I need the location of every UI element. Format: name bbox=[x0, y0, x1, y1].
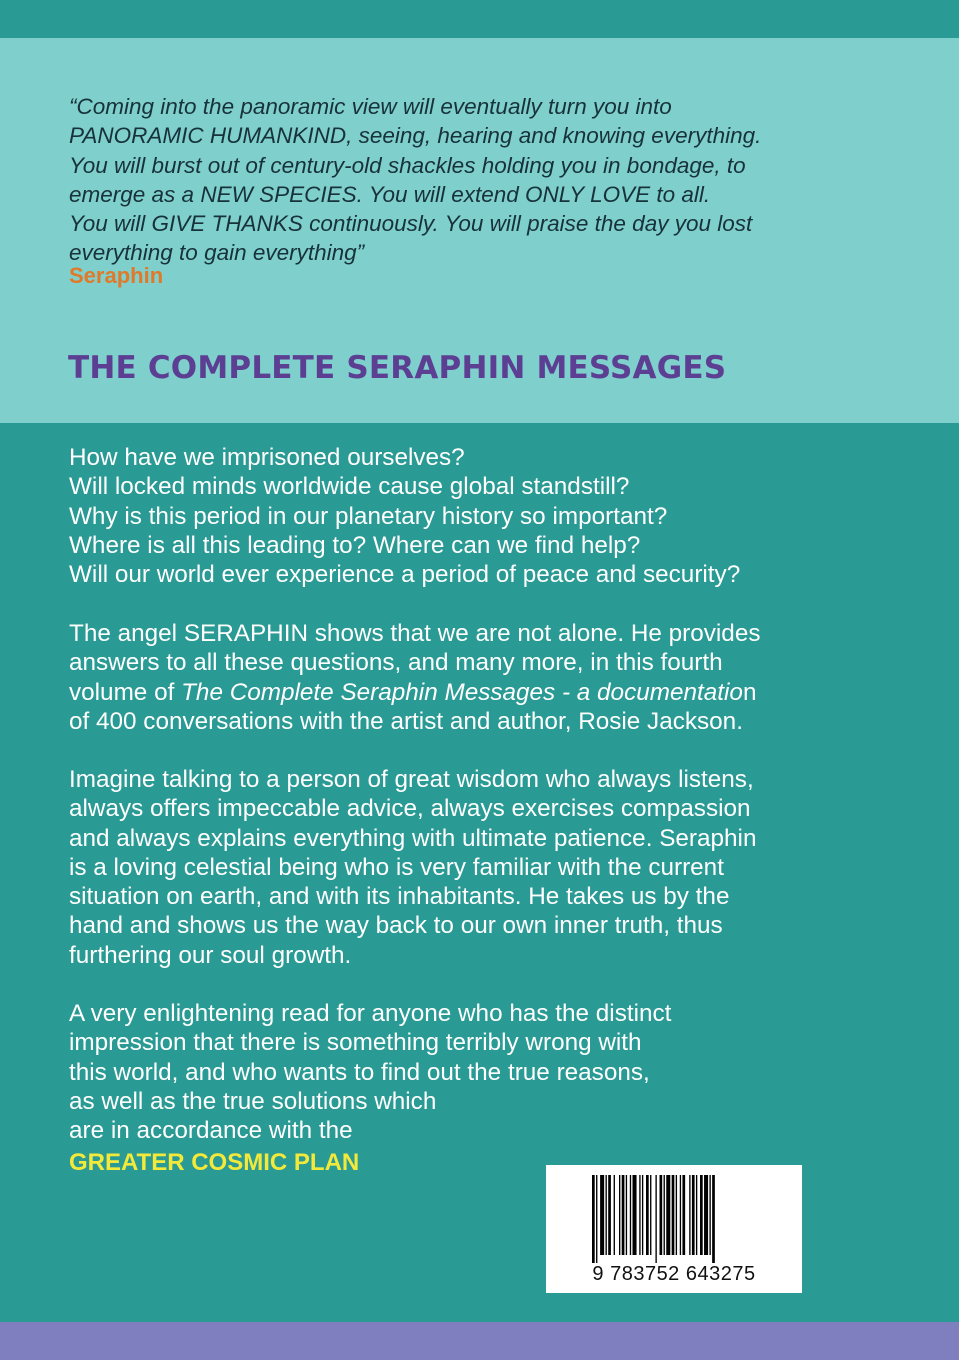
cosmic-plan-highlight: GREATER COSMIC PLAN bbox=[69, 1149, 360, 1176]
intro-book-title: The Complete Seraphin Messages - a documentatio bbox=[181, 678, 743, 706]
book-title: THE COMPLETE SERAPHIN MESSAGES bbox=[68, 350, 727, 386]
intro-text-start: The angel SERAPHIN shows that we are not alone. He provides answers to all these questions, and many more, in this fourth volume of bbox=[69, 620, 761, 706]
isbn-barcode bbox=[546, 1165, 802, 1293]
intro-text-end: n of 400 conversations with the artist and author, Rosie Jackson. bbox=[69, 678, 757, 735]
isbn-number: 9 783752 643275 bbox=[592, 1263, 756, 1285]
quote-author: Seraphin bbox=[69, 263, 164, 288]
description-paragraph: Imagine talking to a person of great wisdom who always listens, always offers impeccable advice, always exercises compassion and always explains everything with ultimate patience. Seraphin is a loving celestial being who is very familiar with the current situation on earth, and with its inhabitants. He takes us by the hand and shows us the way back to our own inner truth, thus furthering our soul growth. bbox=[69, 766, 757, 969]
top-strip bbox=[0, 0, 959, 38]
questions-paragraph: How have we imprisoned ourselves? Will locked minds worldwide cause global standstill? Why is this period in our planetary history so important? Where is all this leading to? Where can we find help? Will our world ever experience a period of peace and security? bbox=[69, 444, 741, 589]
seraphin-quote: “Coming into the panoramic view will eventually turn you into PANORAMIC HUMANKIND, seeing, hearing and knowing everything. You will burst out of century-old shackles holding you in bondage, to emerge as a NEW SPECIES. You will extend ONLY LOVE to all. You will GIVE THANKS continuously. You will praise the day you lost everything to gain everything” bbox=[69, 94, 762, 266]
bottom-strip bbox=[0, 1322, 959, 1360]
barcode-bars bbox=[592, 1175, 756, 1263]
intro-paragraph bbox=[69, 619, 929, 736]
recommendation-paragraph: A very enlightening read for anyone who has the distinct impression that there is something terribly wrong with this world, and who wants to find out the true reasons, as well as the true solutions which are in accordance with the bbox=[69, 1000, 672, 1145]
